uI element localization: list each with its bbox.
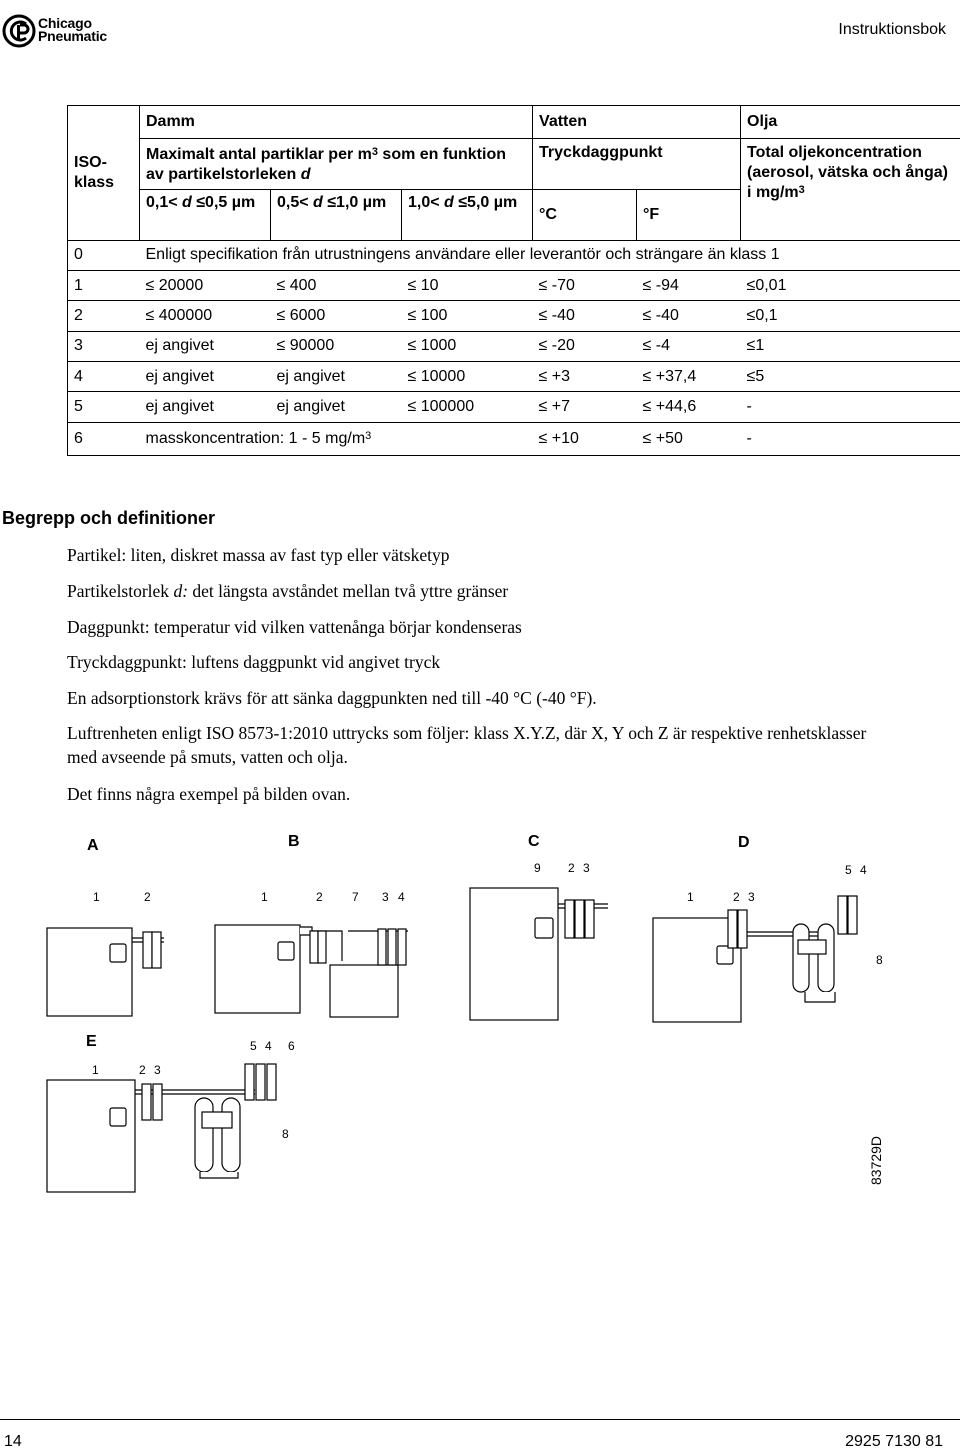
figure-label-b: B xyxy=(288,833,300,850)
pressure-dewpoint-heading: Tryckdaggpunkt xyxy=(533,139,741,190)
cell-dust-2: ≤ 90000 xyxy=(271,331,402,361)
definition-examples: Det finns några exempel på bilden ovan. xyxy=(67,784,351,804)
callout-number: 4 xyxy=(265,1039,272,1053)
callout-number: 1 xyxy=(687,890,694,904)
callout-number: 8 xyxy=(282,1127,289,1141)
definition-particle-size: Partikelstorlek d: det längsta avståndet mellan två yttre gränser xyxy=(67,581,509,601)
cell-dust-1: ≤ 400000 xyxy=(140,301,271,331)
compressor-unit-d xyxy=(653,896,857,1022)
col-header-01-05: 0,1< d ≤0,5 µm xyxy=(140,189,271,240)
callout-number: 5 xyxy=(845,863,852,877)
callout-number: 2 xyxy=(144,890,151,904)
callout-number: 4 xyxy=(398,890,405,904)
compressor-unit-b xyxy=(215,925,408,1017)
figure-label-c: C xyxy=(528,833,540,850)
row-class: 5 xyxy=(68,392,140,422)
cell-dew-c: ≤ +10 xyxy=(533,422,637,455)
callout-number: 3 xyxy=(154,1063,161,1077)
definition-adsorption: En adsorptionstork krävs för att sänka daggpunkten ned till -40 °C (-40 °F). xyxy=(67,688,597,708)
cell-dew-f: ≤ +44,6 xyxy=(637,392,741,422)
callout-number: 4 xyxy=(860,863,867,877)
table-row xyxy=(68,240,960,270)
table-row xyxy=(68,301,960,331)
iso-class-table xyxy=(67,105,960,456)
document-number: 2925 7130 81 xyxy=(845,1433,943,1450)
header-title: Instruktionsbok xyxy=(838,21,946,38)
table-row xyxy=(68,361,960,391)
definition-particle: Partikel: liten, diskret massa av fast typ eller vätsketyp xyxy=(67,545,450,565)
figure-label-a: A xyxy=(87,837,99,854)
cell-dew-c: ≤ -20 xyxy=(533,331,637,361)
cell-dust-3: ≤ 10 xyxy=(402,270,533,300)
table-row xyxy=(68,392,960,422)
row6-mass-concentration: masskoncentration: 1 - 5 $mg/m^3$ xyxy=(140,422,533,455)
row0-text: Enligt specifikation från utrustningens användare eller leverantör och strängare än klass 1 xyxy=(140,240,960,270)
cell-dust-2: ej angivet xyxy=(271,361,402,391)
oil-heading: Olja xyxy=(741,106,960,139)
cp-logo-icon xyxy=(2,14,36,48)
cell-dust-1: ≤ 20000 xyxy=(140,270,271,300)
definition-iso: Luftrenheten enligt ISO 8573-1:2010 uttrycks som följer: klass X.Y.Z, där X, Y och Z är respektive renhetsklasser med avseende på smuts, vatten och olja. xyxy=(67,723,867,767)
col-header-celsius: °C xyxy=(533,189,637,240)
callout-number: 1 xyxy=(92,1063,99,1077)
callout-number: 3 xyxy=(748,890,755,904)
figure-label-d: D xyxy=(738,834,750,851)
callout-number: 2 xyxy=(568,861,575,875)
installation-figure xyxy=(0,820,960,1210)
cell-dust-3: ≤ 10000 xyxy=(402,361,533,391)
cell-oil: ≤0,1 xyxy=(741,301,960,331)
cell-dew-f: ≤ -94 xyxy=(637,270,741,300)
dust-subheading: Maximalt antal partiklar per $m^3$ som en funktion av partikelstorleken d xyxy=(140,139,533,190)
brand-line2: Pneumatic xyxy=(38,28,107,44)
cell-oil: ≤1 xyxy=(741,331,960,361)
cell-dust-2: ≤ 6000 xyxy=(271,301,402,331)
footer-divider xyxy=(0,1419,960,1420)
cell-oil: ≤0,01 xyxy=(741,270,960,300)
callout-number: 2 xyxy=(139,1063,146,1077)
compressor-unit-e xyxy=(47,1064,276,1192)
page-number: 14 xyxy=(4,1433,22,1450)
cell-oil: - xyxy=(741,392,960,422)
cell-dust-3: ≤ 100000 xyxy=(402,392,533,422)
definitions-heading: Begrepp och definitioner xyxy=(2,508,216,528)
row-class: 1 xyxy=(68,270,140,300)
cell-dust-2: ej angivet xyxy=(271,392,402,422)
callout-number: 2 xyxy=(733,890,740,904)
row-class: 6 xyxy=(68,422,140,455)
row-class: 3 xyxy=(68,331,140,361)
callout-number: 6 xyxy=(288,1039,295,1053)
cell-dew-c: ≤ -40 xyxy=(533,301,637,331)
callout-number: 3 xyxy=(382,890,389,904)
cell-dust-1: ej angivet xyxy=(140,331,271,361)
cell-oil: ≤5 xyxy=(741,361,960,391)
col-header-05-10: 0,5< d ≤1,0 µm xyxy=(271,189,402,240)
figure-code: 83729D xyxy=(868,1135,884,1185)
callout-number: 3 xyxy=(583,861,590,875)
oil-subheading: Total oljekoncentration (aerosol, vätska och ånga) i $mg/m^3$ xyxy=(741,139,960,240)
definition-dewpoint: Daggpunkt: temperatur vid vilken vattenånga börjar kondenseras xyxy=(67,617,522,637)
water-heading: Vatten xyxy=(533,106,741,139)
compressor-unit-a xyxy=(47,928,164,1016)
cell-dew-c: ≤ -70 xyxy=(533,270,637,300)
col-header-10-50: 1,0< d ≤5,0 µm xyxy=(402,189,533,240)
callout-number: 5 xyxy=(250,1039,257,1053)
callout-number: 7 xyxy=(352,890,359,904)
cell-dew-c: ≤ +3 xyxy=(533,361,637,391)
callout-number: 1 xyxy=(93,890,100,904)
cell-dust-3: ≤ 100 xyxy=(402,301,533,331)
compressor-unit-c xyxy=(470,888,608,1020)
table-row xyxy=(68,270,960,300)
cell-dew-f: ≤ +37,4 xyxy=(637,361,741,391)
callout-number: 8 xyxy=(876,953,883,967)
callout-number: 1 xyxy=(261,890,268,904)
col-header-fahrenheit: °F xyxy=(637,189,741,240)
cell-dew-c: ≤ +7 xyxy=(533,392,637,422)
cell-dew-f: ≤ +50 xyxy=(637,422,741,455)
table-row xyxy=(68,422,960,455)
cell-dust-1: ej angivet xyxy=(140,361,271,391)
row-class: 2 xyxy=(68,301,140,331)
dust-heading: Damm xyxy=(140,106,533,139)
cell-dew-f: ≤ -40 xyxy=(637,301,741,331)
definition-pressure-dewpoint: Tryckdaggpunkt: luftens daggpunkt vid angivet tryck xyxy=(67,652,441,672)
cell-oil: - xyxy=(741,422,960,455)
table-row xyxy=(68,331,960,361)
brand-line1: Chicago xyxy=(38,15,92,31)
cell-dust-2: ≤ 400 xyxy=(271,270,402,300)
cell-dust-3: ≤ 1000 xyxy=(402,331,533,361)
callout-number: 2 xyxy=(316,890,323,904)
callout-number: 9 xyxy=(534,861,541,875)
iso-class-header: ISO- klass xyxy=(68,106,140,241)
cell-dew-f: ≤ -4 xyxy=(637,331,741,361)
row-class: 4 xyxy=(68,361,140,391)
cell-dust-1: ej angivet xyxy=(140,392,271,422)
row-class: 0 xyxy=(68,240,140,270)
figure-label-e: E xyxy=(86,1033,97,1050)
